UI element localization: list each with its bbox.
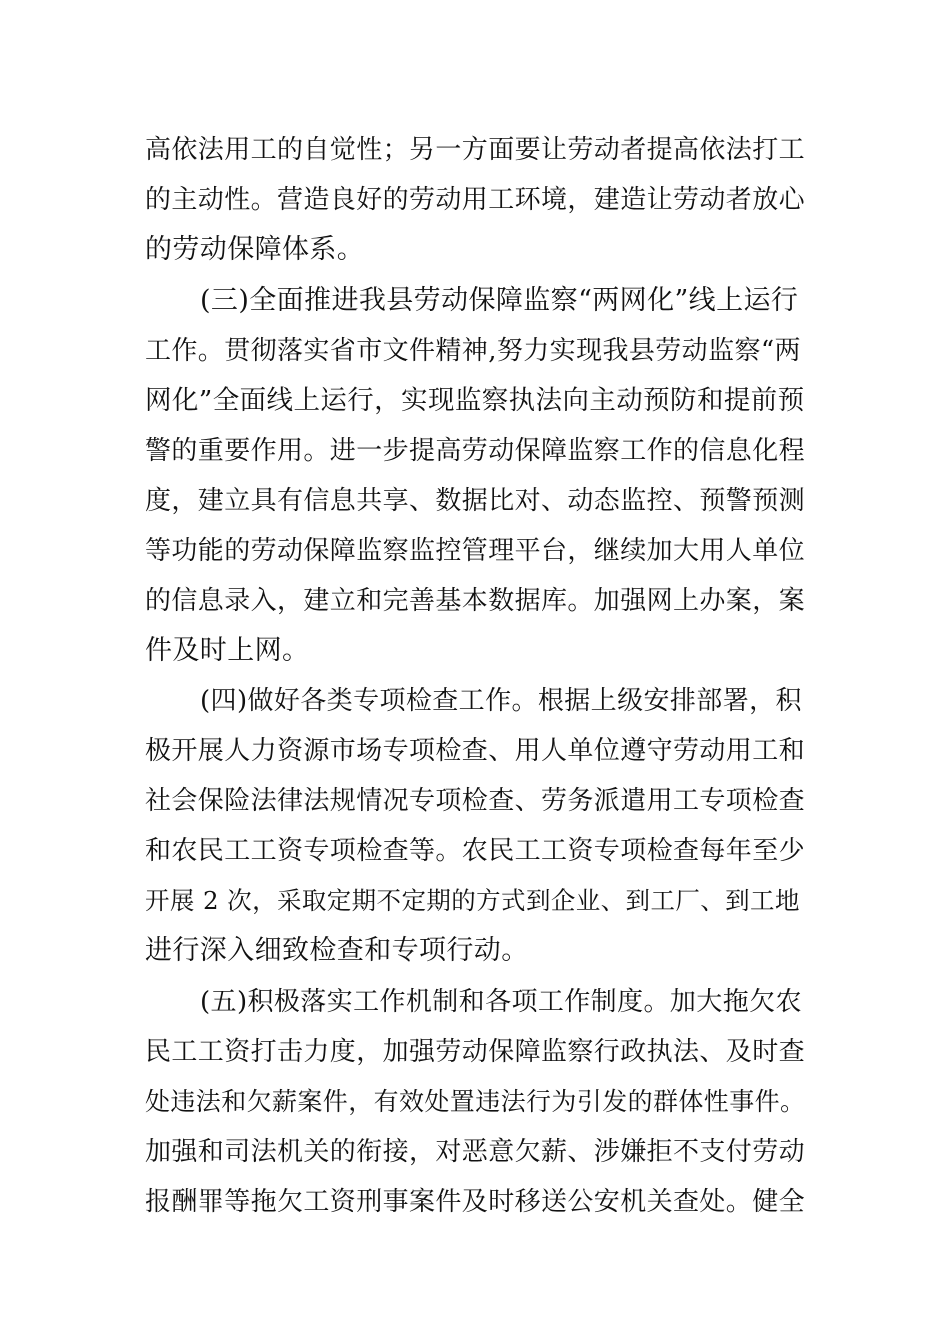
text-line: 工作。贯彻落实省市文件精神,努力实现我县劳动监察“两 (145, 336, 801, 366)
text-line: 社会保险法律法规情况专项检查、劳务派遣用工专项检查 (145, 786, 806, 816)
text-line: 等功能的劳动保障监察监控管理平台，继续加大用人单位 (145, 536, 806, 566)
text-line: 极开展人力资源市场专项检查、用人单位遵守劳动用工和 (145, 736, 806, 766)
text-line: 警的重要作用。进一步提高劳动保障监察工作的信息化程 (145, 436, 806, 466)
section-heading-3: (三)全面推进我县劳动保障监察“两网化”线上运行 (200, 285, 799, 316)
text-line: 的信息录入，建立和完善基本数据库。加强网上办案，案 (145, 586, 806, 616)
text-line: 件及时上网。 (145, 635, 310, 666)
text-line: 报酬罪等拖欠工资刑事案件及时移送公安机关查处。健全 (145, 1187, 806, 1217)
text-line: 的劳动保障体系。 (145, 234, 365, 265)
section-heading-5: (五)积极落实工作机制和各项工作制度。加大拖欠农 (200, 987, 802, 1017)
text-line: 加强和司法机关的衔接，对恶意欠薪、涉嫌拒不支付劳动 (145, 1137, 806, 1167)
text-line: 处违法和欠薪案件，有效处置违法行为引发的群体性事件。 (145, 1087, 806, 1116)
text-line: 和农民工工资专项检查等。农民工工资专项检查每年至少 (145, 836, 806, 866)
text-line: 民工工资打击力度，加强劳动保障监察行政执法、及时查 (145, 1037, 806, 1067)
text-line: 度，建立具有信息共享、数据比对、动态监控、预警预测 (145, 486, 806, 516)
text-line: 高依法用工的自觉性；另一方面要让劳动者提高依法打工 (145, 135, 806, 165)
text-line: 的主动性。营造良好的劳动用工环境，建造让劳动者放心 (145, 185, 806, 215)
text-line: 进行深入细致检查和专项行动。 (145, 935, 529, 966)
section-heading-4: (四)做好各类专项检查工作。根据上级安排部署，积 (200, 686, 802, 716)
text-line: 开展 2 次，采取定期不定期的方式到企业、到工厂、到工地 (145, 886, 800, 915)
text-line: 网化”全面线上运行，实现监察执法向主动预防和提前预 (145, 385, 805, 416)
